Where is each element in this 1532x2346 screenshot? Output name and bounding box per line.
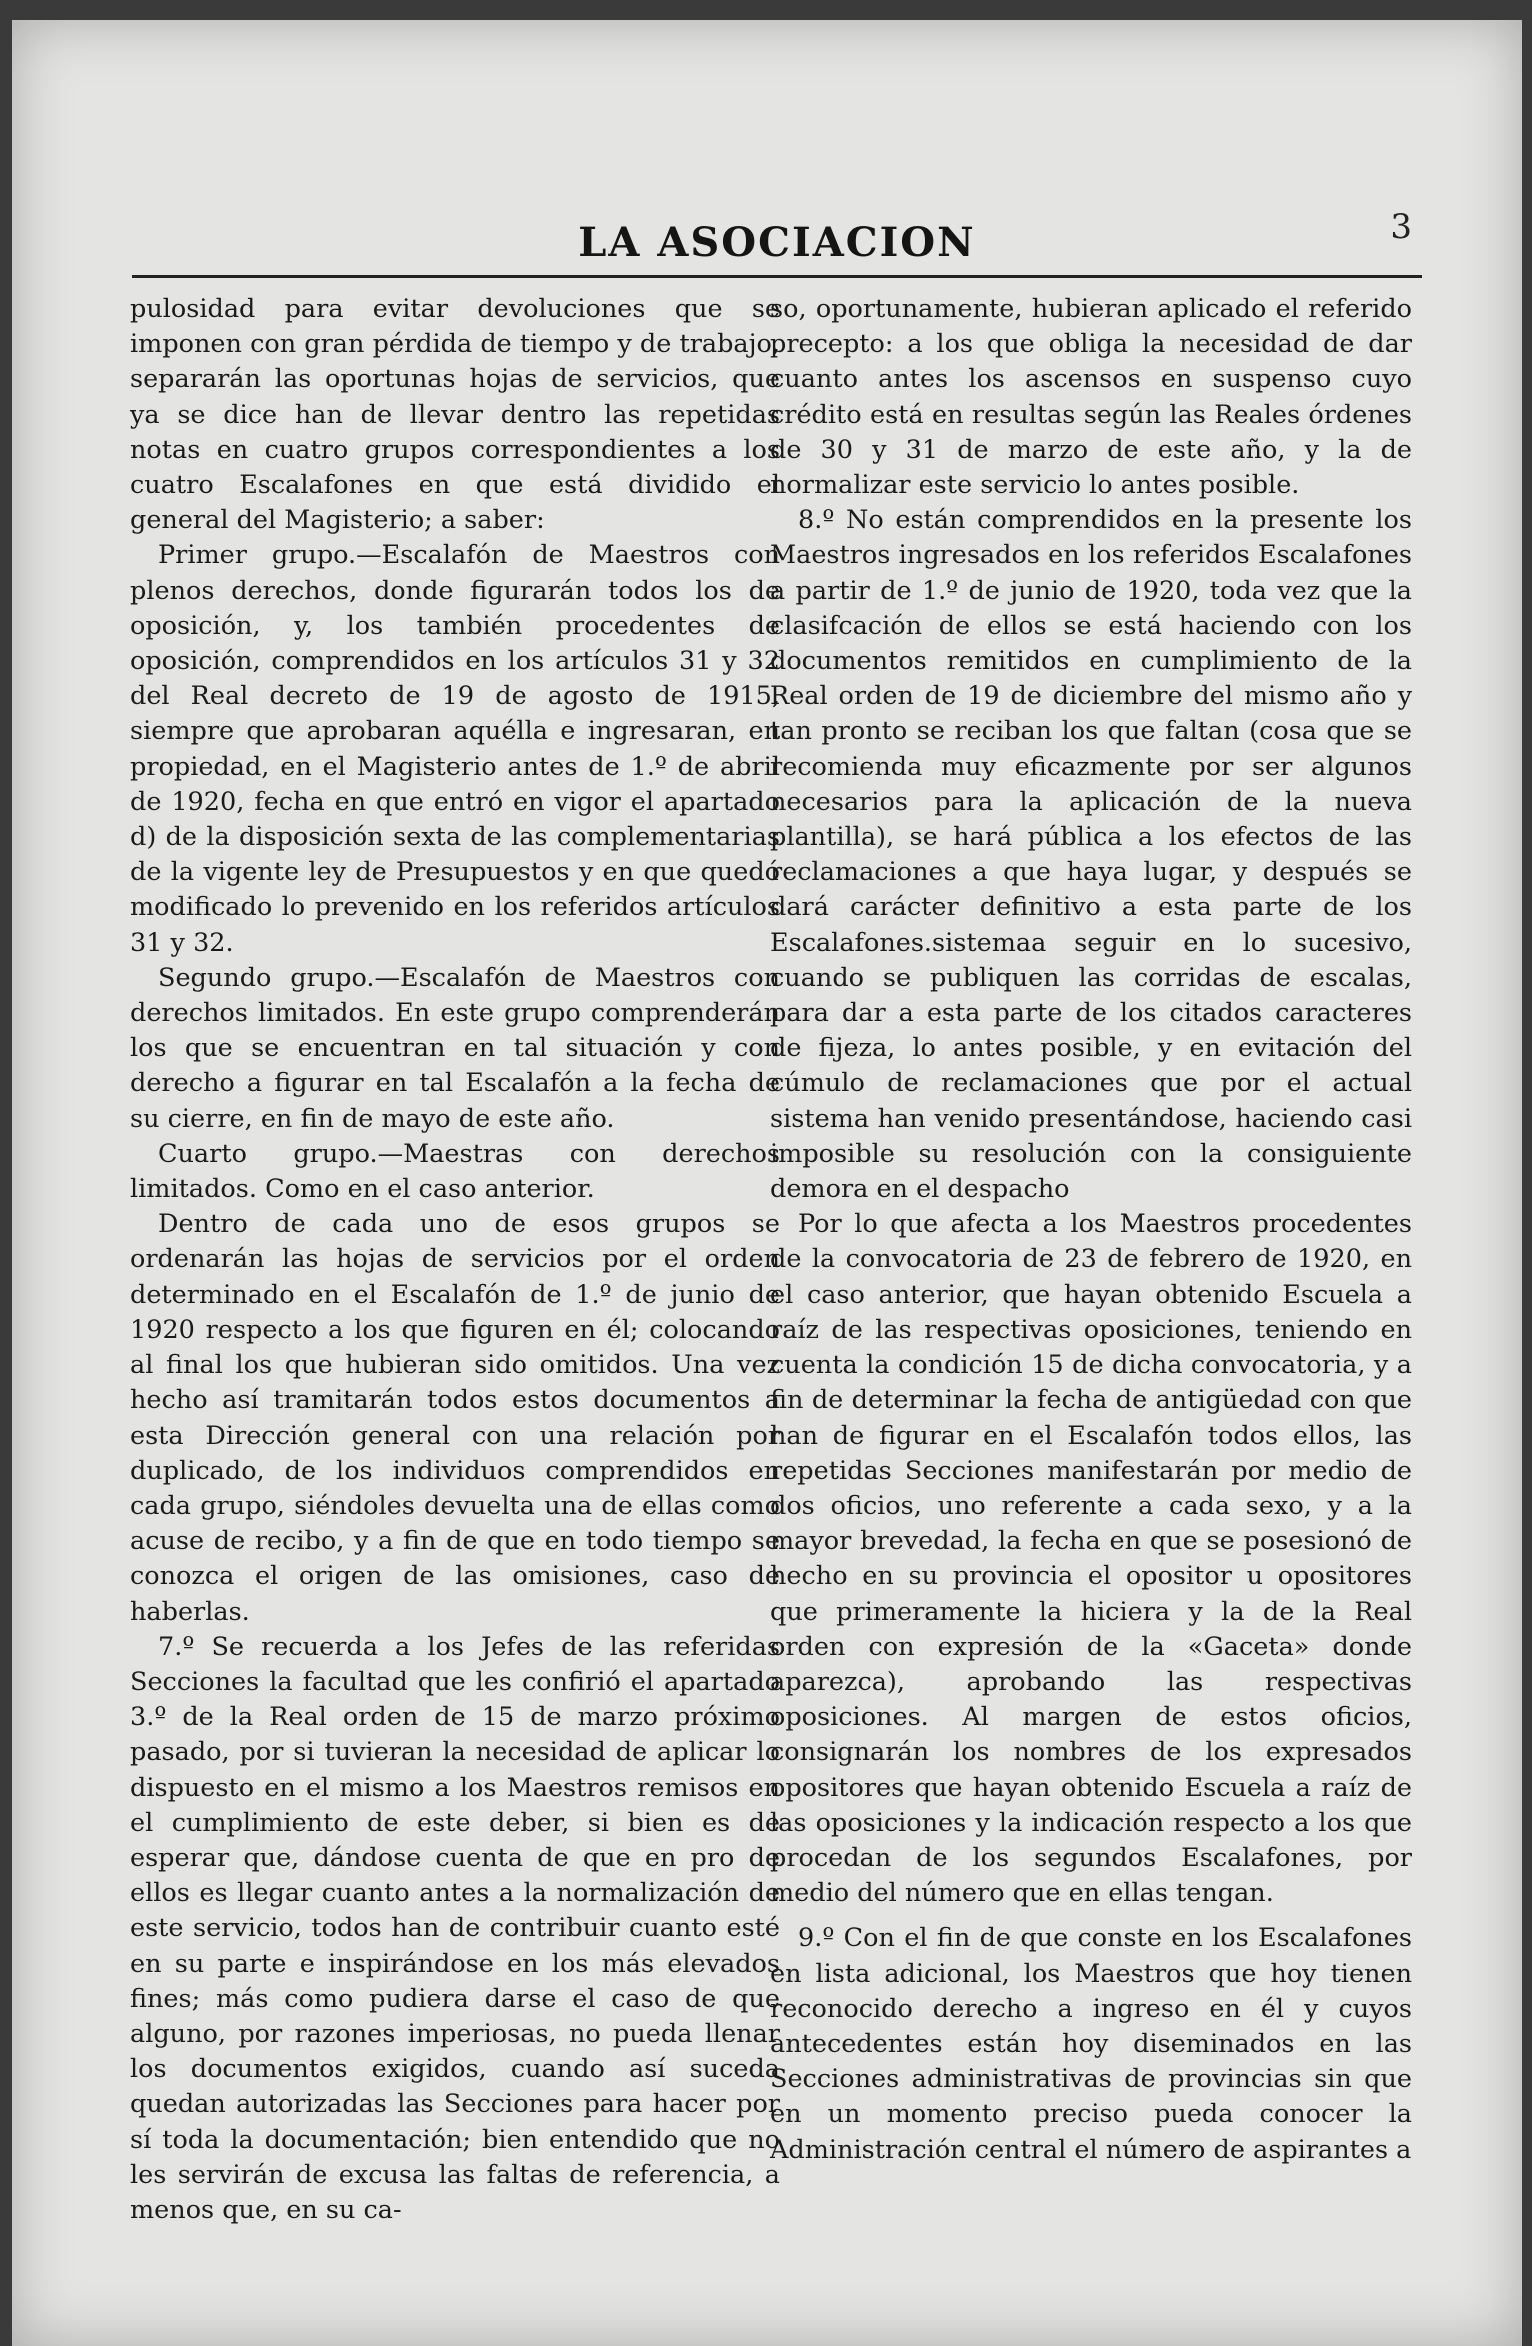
paragraph: Dentro de cada uno de esos grupos se ordenarán las hojas de servicios por el orden determinado en el Escalafón de 1.º de junio de 1920 respecto a los que figuren en él; colocando al final los que hubieran sido omitidos. Una vez hecho así tramitarán todos estos documentos a esta Dirección general con una relación por duplicado, de los individuos comprendidos en cada grupo, siéndoles devuelta una de ellas como acuse de recibo, y a fin de que en todo tiempo se conozca el origen de las omisiones, caso de haberlas. (130, 1209, 780, 1627)
paragraph: Por lo que afecta a los Maestros procedentes de la convocatoria de 23 de febrero de 1920, en el caso anterior, que hayan obtenido Escuela a raíz de las respectivas oposiciones, teniendo en cuenta la condición 15 de dicha convocatoria, y a fin de determinar la fecha de antigüedad con que han de figurar en el Escalafón todos ellos, las repetidas Secciones manifestarán por medio de dos oficios, uno referente a cada sexo, y a la mayor brevedad, la fecha en que se posesionó de hecho en su provincia el opositor u opositores que primeramente la hiciera y la de la Real orden con expresión de la «Gaceta» donde aparezca), aprobando las respectivas oposiciones. Al margen de estos oficios, consignarán los nombres de los expresados opositores que hayan obtenido Escuela a raíz de las oposiciones y la indicación respecto a los que procedan de los segundos Escalafones, por medio del número que en ellas tengan. (770, 1209, 1412, 1909)
paragraph: Cuarto grupo.—Maestras con derechos limitados. Como en el caso anterior. (130, 1138, 780, 1205)
paragraph: Segundo grupo.—Escalafón de Maestros con derechos limitados. En este grupo comprenderán los que se encuentran en tal situación y con derecho a figurar en tal Escalafón a la fecha de su cierre, en fin de mayo de este año. (130, 962, 780, 1134)
left-column (130, 292, 780, 2228)
paragraph: 7.º Se recuerda a los Jefes de las referidas Secciones la facultad que les confirió el apartado 3.º de la Real orden de 15 de marzo próximo pasado, por si tuvieran la necesidad de aplicar lo dispuesto en el mismo a los Maestros remisos en el cumplimiento de este deber, si bien es de esperar que, dándose cuenta de que en pro de ellos es llegar cuanto antes a la normalización de este servicio, todos han de contribuir cuanto esté en su parte e inspirándose en los más elevados fines; más como pudiera darse el caso de que alguno, por razones imperiosas, no pueda llenar los documentos exigidos, cuando así suceda quedan autorizadas las Secciones para hacer por sí toda la documentación; bien entendido que no les servirán de excusa las faltas de referencia, a menos que, en su ca- (130, 1631, 780, 2225)
page-number: 3 (1390, 207, 1412, 247)
paragraph: so, oportunamente, hubieran aplicado el referido precepto: a los que obliga la necesidad de dar cuanto antes los ascensos en suspenso cuyo crédito está en resultas según las Reales órdenes de 30 y 31 de marzo de este año, y la de normalizar este servicio lo antes posible. (770, 294, 1412, 501)
paragraph: 9.º Con el fin de que conste en los Escalafones en lista adicional, los Maestros que hoy tienen reconocido derecho a ingreso en él y cuyos antecedentes están hoy diseminados en las Secciones administrativas de provincias sin que en un momento preciso pueda conocer la Administración central el número de aspirantes a (770, 1923, 1412, 2165)
paragraph: 8.º No están comprendidos en la presente los Maestros ingresados en los referidos Escalafones a partir de 1.º de junio de 1920, toda vez que la clasifcación de ellos se está haciendo con los documentos remitidos en cumplimiento de la Real orden de 19 de diciembre del mismo año y tan pronto se reciban los que faltan (cosa que se recomienda muy eficazmente por ser algunos necesarios para la aplicación de la nueva plantilla), se hará pública a los efectos de las reclamaciones a que haya lugar, y después se dará carácter definitivo a esta parte de los Escalafones.sistemaa seguir en lo sucesivo, cuando se publiquen las corridas de escalas, para dar a esta parte de los citados caracteres de fijeza, lo antes posible, y en evitación del cúmulo de reclamaciones que por el actual sistema han venido presentándose, haciendo casi imposible su resolución con la consiguiente demora en el despacho (770, 505, 1412, 1205)
publication-title: LA ASOCIACION (578, 219, 976, 266)
page-header (132, 207, 1422, 278)
paragraph: Primer grupo.—Escalafón de Maestros con plenos derechos, donde figurarán todos los de oposición, y, los también procedentes de oposición, comprendidos en los artículos 31 y 32 del Real decreto de 19 de agosto de 1915, siempre que aprobaran aquélla e ingresaran, en propiedad, en el Magisterio antes de 1.º de abril de 1920, fecha en que entró en vigor el apartado d) de la disposición sexta de las complementarias de la vigente ley de Presupuestos y en que quedó modificado lo prevenido en los referidos artículos 31 y 32. (130, 540, 780, 958)
right-column (770, 292, 1412, 2168)
paragraph: pulosidad para evitar devoluciones que se imponen con gran pérdida de tiempo y de trabajo, separarán las oportunas hojas de servicios, que ya se dice han de llevar dentro las repetidas notas en cuatro grupos correspondientes a los cuatro Escalafones en que está dividido el general del Magisterio; a saber: (130, 294, 780, 536)
newspaper-page (12, 20, 1522, 2346)
